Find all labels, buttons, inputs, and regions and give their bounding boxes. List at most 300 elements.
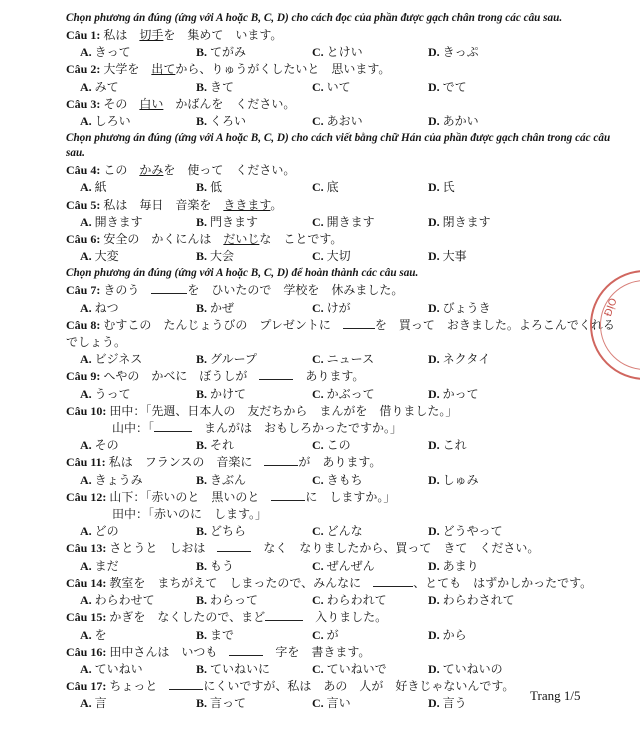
question-text: 田中：「先週、日本人の 友だちから まんがを 借りました。」 xyxy=(109,403,458,418)
question-label: Câu 2: xyxy=(66,62,104,77)
answer-option[interactable] xyxy=(196,592,312,609)
answer-option[interactable] xyxy=(196,695,312,712)
question xyxy=(66,575,626,592)
answer-option[interactable] xyxy=(428,661,544,678)
option-letter: A. xyxy=(80,249,95,264)
answer-options xyxy=(66,300,626,317)
option-letter: D. xyxy=(428,300,443,315)
option-letter: B. xyxy=(196,214,211,229)
answer-option[interactable] xyxy=(80,351,196,368)
question-text: 私は 毎日 音楽を xyxy=(103,197,224,212)
option-text: 閉きます xyxy=(442,214,491,229)
option-text: きもち xyxy=(326,472,363,487)
option-text: もう xyxy=(210,558,235,573)
option-letter: B. xyxy=(196,45,211,60)
option-text: 氏 xyxy=(442,180,455,195)
answer-blank xyxy=(343,317,375,329)
underlined-word: かみ xyxy=(139,163,164,178)
option-text: かけて xyxy=(210,386,247,401)
question xyxy=(66,27,626,44)
answer-option[interactable] xyxy=(80,113,196,130)
question xyxy=(66,317,626,351)
option-text: 大会 xyxy=(210,249,235,264)
option-letter: C. xyxy=(312,472,327,487)
option-letter: D. xyxy=(428,249,443,264)
question-label: Câu 3: xyxy=(66,96,104,111)
option-text: あおい xyxy=(326,114,363,129)
answer-option[interactable] xyxy=(312,300,428,317)
answer-options xyxy=(66,386,626,403)
option-letter: C. xyxy=(312,524,327,539)
question-label: Câu 5: xyxy=(66,197,104,212)
option-text: どんな xyxy=(326,524,363,539)
option-text: その xyxy=(94,438,119,453)
question-text: へやの かべに ぼうしが xyxy=(103,369,260,384)
question xyxy=(66,403,626,420)
option-letter: C. xyxy=(312,300,327,315)
option-letter: B. xyxy=(196,558,211,573)
option-letter: A. xyxy=(80,214,95,229)
answer-option[interactable] xyxy=(428,386,544,403)
option-letter: A. xyxy=(80,627,95,642)
question xyxy=(66,644,626,661)
answer-blank xyxy=(271,489,305,501)
answer-option[interactable] xyxy=(80,523,196,540)
option-text: あまり xyxy=(442,558,479,573)
question-text: 山下：「赤いのと 黒いのと xyxy=(109,489,272,504)
question xyxy=(66,162,626,179)
option-letter: C. xyxy=(312,386,327,401)
answer-option[interactable] xyxy=(312,214,428,231)
option-letter: D. xyxy=(428,180,443,195)
option-letter: C. xyxy=(312,180,327,195)
answer-option[interactable] xyxy=(80,79,196,96)
answer-option[interactable] xyxy=(196,627,312,644)
answer-option[interactable] xyxy=(196,113,312,130)
option-letter: A. xyxy=(80,300,95,315)
answer-option[interactable] xyxy=(428,79,544,96)
answer-option[interactable] xyxy=(80,179,196,196)
option-letter: A. xyxy=(80,524,95,539)
option-text: わらわせて xyxy=(94,593,155,608)
option-letter: C. xyxy=(312,593,327,608)
option-letter: A. xyxy=(80,661,95,676)
option-text: 開きます xyxy=(94,214,143,229)
option-text: 底 xyxy=(326,180,339,195)
question-text: 字を 書きます。 xyxy=(263,644,371,659)
answer-option[interactable] xyxy=(80,558,196,575)
answer-option[interactable] xyxy=(428,437,544,454)
question xyxy=(66,96,626,113)
option-text: どの xyxy=(94,524,119,539)
option-text: 門きます xyxy=(210,214,259,229)
option-text: 大変 xyxy=(94,249,119,264)
question-text: かばんを ください。 xyxy=(163,96,296,111)
option-letter: B. xyxy=(196,300,211,315)
option-text: くろい xyxy=(210,114,247,129)
answer-option[interactable] xyxy=(196,179,312,196)
option-letter: C. xyxy=(312,558,327,573)
question xyxy=(66,489,626,506)
answer-option[interactable] xyxy=(80,592,196,609)
question xyxy=(66,197,626,214)
option-text: ていねいに xyxy=(210,661,271,676)
underlined-word: 切手 xyxy=(139,28,164,42)
question-text: ちょっと xyxy=(109,679,170,694)
question-label: Câu 1: xyxy=(66,28,104,42)
option-text: 言 xyxy=(94,696,107,711)
question-label: Câu 17: xyxy=(66,679,110,694)
answer-option[interactable] xyxy=(428,627,544,644)
answer-blank xyxy=(264,454,298,466)
option-letter: B. xyxy=(196,352,211,367)
answer-option[interactable] xyxy=(196,248,312,265)
question-text: あります。 xyxy=(293,369,365,384)
question-text: この xyxy=(103,163,140,178)
question-label: Câu 11: xyxy=(66,455,109,470)
question-text: さとうと しおは xyxy=(109,541,218,556)
question-label: Câu 12: xyxy=(66,489,110,504)
answer-options xyxy=(66,351,626,368)
answer-option[interactable] xyxy=(80,386,196,403)
answer-options xyxy=(66,79,626,96)
answer-option[interactable] xyxy=(196,386,312,403)
answer-blank xyxy=(229,644,263,656)
option-text: ネクタイ xyxy=(442,352,491,367)
answer-option[interactable] xyxy=(196,351,312,368)
answer-options xyxy=(66,472,626,489)
option-text: てがみ xyxy=(210,45,247,60)
answer-options xyxy=(66,661,626,678)
option-text: を xyxy=(94,627,107,642)
answer-option[interactable] xyxy=(428,248,544,265)
answer-option[interactable] xyxy=(312,558,428,575)
answer-options xyxy=(66,113,626,130)
option-text: いて xyxy=(326,79,351,94)
option-letter: D. xyxy=(428,79,443,94)
answer-option[interactable] xyxy=(428,214,544,231)
underlined-word: だいじ xyxy=(223,232,260,247)
question-text: な ことです。 xyxy=(259,232,343,247)
question xyxy=(66,61,626,78)
option-text: とけい xyxy=(326,45,363,60)
option-text: うって xyxy=(94,386,131,401)
question-label: Câu 10: xyxy=(66,403,110,418)
option-text: びょうき xyxy=(442,300,491,315)
question xyxy=(66,368,626,385)
section-instruction: Chọn phương án đúng (ứng với A hoặc B, C, D) cho cách viết bằng chữ Hán của phần được gạch chân trong các câu sau. xyxy=(66,132,611,160)
answer-option[interactable] xyxy=(196,558,312,575)
underlined-word: 出て xyxy=(151,62,176,77)
answer-option[interactable] xyxy=(80,300,196,317)
question-text: きのう xyxy=(103,283,152,298)
answer-option[interactable] xyxy=(80,661,196,678)
answer-option[interactable] xyxy=(428,558,544,575)
option-letter: D. xyxy=(428,558,443,573)
answer-option[interactable] xyxy=(312,113,428,130)
question-text: まんがは おもしろかったですか。」 xyxy=(192,421,403,436)
option-text: しゅみ xyxy=(442,472,479,487)
option-text: 言って xyxy=(210,696,247,711)
answer-option[interactable] xyxy=(80,214,196,231)
answer-option[interactable] xyxy=(312,523,428,540)
option-text: あかい xyxy=(442,114,479,129)
option-text: どうやって xyxy=(442,524,503,539)
option-letter: C. xyxy=(312,696,327,711)
option-letter: B. xyxy=(196,627,211,642)
option-letter: D. xyxy=(428,696,443,711)
option-text: かって xyxy=(442,386,479,401)
option-text: わらって xyxy=(210,593,259,608)
option-text: が xyxy=(326,627,339,642)
option-text: この xyxy=(326,438,351,453)
question xyxy=(66,540,626,557)
question xyxy=(66,282,626,299)
answer-option[interactable] xyxy=(196,44,312,61)
question-text: 教室を まちがえて しまったので、みんなに xyxy=(109,575,374,590)
answer-option[interactable] xyxy=(312,437,428,454)
question-text: かぎを なくしたので、まど xyxy=(109,610,266,625)
answer-option[interactable] xyxy=(80,472,196,489)
option-letter: C. xyxy=(312,249,327,264)
option-text: ていねいで xyxy=(326,661,387,676)
question-label: Câu 16: xyxy=(66,644,110,659)
question-text: その xyxy=(103,96,140,111)
option-letter: C. xyxy=(312,438,327,453)
option-letter: A. xyxy=(80,472,95,487)
option-text: きょうみ xyxy=(94,472,143,487)
answer-options xyxy=(66,214,626,231)
option-letter: B. xyxy=(196,661,211,676)
question-continuation xyxy=(66,420,626,437)
answer-option[interactable] xyxy=(196,472,312,489)
answer-options xyxy=(66,558,626,575)
option-text: ねつ xyxy=(94,300,119,315)
answer-option[interactable] xyxy=(428,351,544,368)
answer-blank xyxy=(154,420,192,432)
option-text: ていねいの xyxy=(442,661,503,676)
answer-option[interactable] xyxy=(196,214,312,231)
question-text: から、りゅうがくしたいと 思います。 xyxy=(175,62,391,77)
option-letter: D. xyxy=(428,627,443,642)
question-label: Câu 4: xyxy=(66,163,104,178)
answer-option[interactable] xyxy=(428,695,544,712)
question-text: を ひいたので 学校を 休みました。 xyxy=(187,283,404,298)
question xyxy=(66,454,626,471)
red-seal-text: ĐỊO xyxy=(602,296,620,319)
answer-option[interactable] xyxy=(80,695,196,712)
option-text: それ xyxy=(210,438,235,453)
answer-blank xyxy=(217,540,251,552)
question-label: Câu 8: xyxy=(66,317,104,332)
underlined-word: ききます xyxy=(223,197,271,212)
option-letter: A. xyxy=(80,114,95,129)
option-text: ニュース xyxy=(326,352,375,367)
answer-option[interactable] xyxy=(428,44,544,61)
question-text: を 集めて います。 xyxy=(163,28,283,42)
answer-options xyxy=(66,627,626,644)
option-text: ぜんぜん xyxy=(326,558,375,573)
section-instruction: Chọn phương án đúng (ứng với A hoặc B, C, D) để hoàn thành các câu sau. xyxy=(66,267,419,280)
answer-option[interactable] xyxy=(312,695,428,712)
answer-options xyxy=(66,179,626,196)
option-text: 低 xyxy=(210,180,223,195)
answer-option[interactable] xyxy=(312,248,428,265)
option-text: かぶって xyxy=(326,386,375,401)
question-label: Câu 15: xyxy=(66,610,110,625)
answer-options xyxy=(66,248,626,265)
answer-option[interactable] xyxy=(80,248,196,265)
question-label: Câu 7: xyxy=(66,283,104,298)
answer-option[interactable] xyxy=(312,661,428,678)
option-letter: C. xyxy=(312,79,327,94)
option-letter: B. xyxy=(196,438,211,453)
option-letter: A. xyxy=(80,180,95,195)
answer-option[interactable] xyxy=(196,661,312,678)
answer-options xyxy=(66,437,626,454)
question-label: Câu 13: xyxy=(66,541,110,556)
option-text: まで xyxy=(210,627,235,642)
answer-option[interactable] xyxy=(312,592,428,609)
question-text: に しますか。」 xyxy=(305,489,396,504)
option-text: わらわれて xyxy=(326,593,387,608)
option-letter: B. xyxy=(196,593,211,608)
option-letter: A. xyxy=(80,45,95,60)
answer-option[interactable] xyxy=(312,351,428,368)
option-letter: A. xyxy=(80,593,95,608)
option-letter: B. xyxy=(196,180,211,195)
option-text: きぶん xyxy=(210,472,247,487)
option-text: けが xyxy=(326,300,351,315)
option-text: 言い xyxy=(326,696,351,711)
option-text: 紙 xyxy=(94,180,107,195)
option-letter: B. xyxy=(196,386,211,401)
option-text: から xyxy=(442,627,467,642)
option-text: まだ xyxy=(94,558,119,573)
answer-option[interactable] xyxy=(428,300,544,317)
question-text: むすこの たんじょうびの プレゼントに xyxy=(103,317,343,332)
answer-option[interactable] xyxy=(80,437,196,454)
option-letter: D. xyxy=(428,114,443,129)
answer-option[interactable] xyxy=(312,44,428,61)
answer-option[interactable] xyxy=(80,627,196,644)
answer-option[interactable] xyxy=(312,472,428,489)
option-letter: C. xyxy=(312,627,327,642)
question xyxy=(66,231,626,248)
answer-option[interactable] xyxy=(80,44,196,61)
answer-options xyxy=(66,44,626,61)
question-label: Câu 14: xyxy=(66,575,110,590)
answer-option[interactable] xyxy=(196,300,312,317)
question-text: にくいですが、私は あの 人が 好きじゃないんです。 xyxy=(203,679,515,694)
option-letter: B. xyxy=(196,79,211,94)
question xyxy=(66,609,626,626)
option-letter: C. xyxy=(312,114,327,129)
answer-option[interactable] xyxy=(428,113,544,130)
question-text: 田中さんは いつも xyxy=(109,644,230,659)
option-letter: B. xyxy=(196,524,211,539)
option-letter: A. xyxy=(80,696,95,711)
question-text: 。 xyxy=(270,197,283,212)
question-continuation xyxy=(66,506,626,523)
question-text: 私は フランスの 音楽に xyxy=(108,455,265,470)
option-letter: D. xyxy=(428,524,443,539)
answer-options xyxy=(66,523,626,540)
exam-page xyxy=(66,10,626,713)
option-text: きって xyxy=(94,45,131,60)
answer-options xyxy=(66,592,626,609)
option-letter: D. xyxy=(428,472,443,487)
option-letter: B. xyxy=(196,696,211,711)
option-text: しろい xyxy=(94,114,131,129)
option-text: かぜ xyxy=(210,300,235,315)
answer-blank xyxy=(259,368,293,380)
option-letter: B. xyxy=(196,249,211,264)
option-letter: D. xyxy=(428,438,443,453)
option-text: 大切 xyxy=(326,249,351,264)
answer-option[interactable] xyxy=(428,472,544,489)
option-text: 言う xyxy=(442,696,467,711)
answer-option[interactable] xyxy=(428,179,544,196)
question-text: 、とても はずかしかったです。 xyxy=(413,575,593,590)
question-text: 安全の かくにんは xyxy=(103,232,224,247)
option-letter: B. xyxy=(196,114,211,129)
question-text: 大学を xyxy=(103,62,152,77)
page-number: Trang 1/5 xyxy=(530,688,581,703)
option-letter: D. xyxy=(428,45,443,60)
question-text: 入りました。 xyxy=(303,610,388,625)
answer-option[interactable] xyxy=(428,592,544,609)
answer-option[interactable] xyxy=(312,386,428,403)
answer-option[interactable] xyxy=(312,79,428,96)
option-text: どちら xyxy=(210,524,247,539)
underlined-word: 白い xyxy=(139,96,164,111)
option-letter: D. xyxy=(428,661,443,676)
question-label: Câu 9: xyxy=(66,369,104,384)
option-text: 開きます xyxy=(326,214,375,229)
answer-blank xyxy=(265,609,303,621)
answer-option[interactable] xyxy=(196,523,312,540)
answer-blank xyxy=(169,678,203,690)
answer-option[interactable] xyxy=(196,437,312,454)
option-letter: A. xyxy=(80,438,95,453)
question-text: なく なりましたから、買って きて ください。 xyxy=(251,541,540,556)
option-text: きて xyxy=(210,79,235,94)
option-text: みて xyxy=(94,79,119,94)
option-letter: C. xyxy=(312,352,327,367)
option-letter: C. xyxy=(312,661,327,676)
question-text: を 使って ください。 xyxy=(163,163,296,178)
answer-option[interactable] xyxy=(312,179,428,196)
question-text: 山中：「 xyxy=(112,421,155,436)
option-text: グループ xyxy=(210,352,258,367)
answer-option[interactable] xyxy=(312,627,428,644)
option-letter: A. xyxy=(80,79,95,94)
answer-blank xyxy=(373,575,413,587)
option-letter: C. xyxy=(312,214,327,229)
option-letter: D. xyxy=(428,214,443,229)
option-letter: A. xyxy=(80,352,95,367)
option-text: でて xyxy=(442,79,467,94)
option-letter: D. xyxy=(428,352,443,367)
question-text: を 買って おきました。よろこんでくれるでしょう。 xyxy=(66,317,615,350)
red-seal-inner-ring xyxy=(600,280,640,370)
answer-option[interactable] xyxy=(428,523,544,540)
answer-option[interactable] xyxy=(196,79,312,96)
question-label: Câu 6: xyxy=(66,232,104,247)
option-text: 大事 xyxy=(442,249,467,264)
option-letter: A. xyxy=(80,386,95,401)
